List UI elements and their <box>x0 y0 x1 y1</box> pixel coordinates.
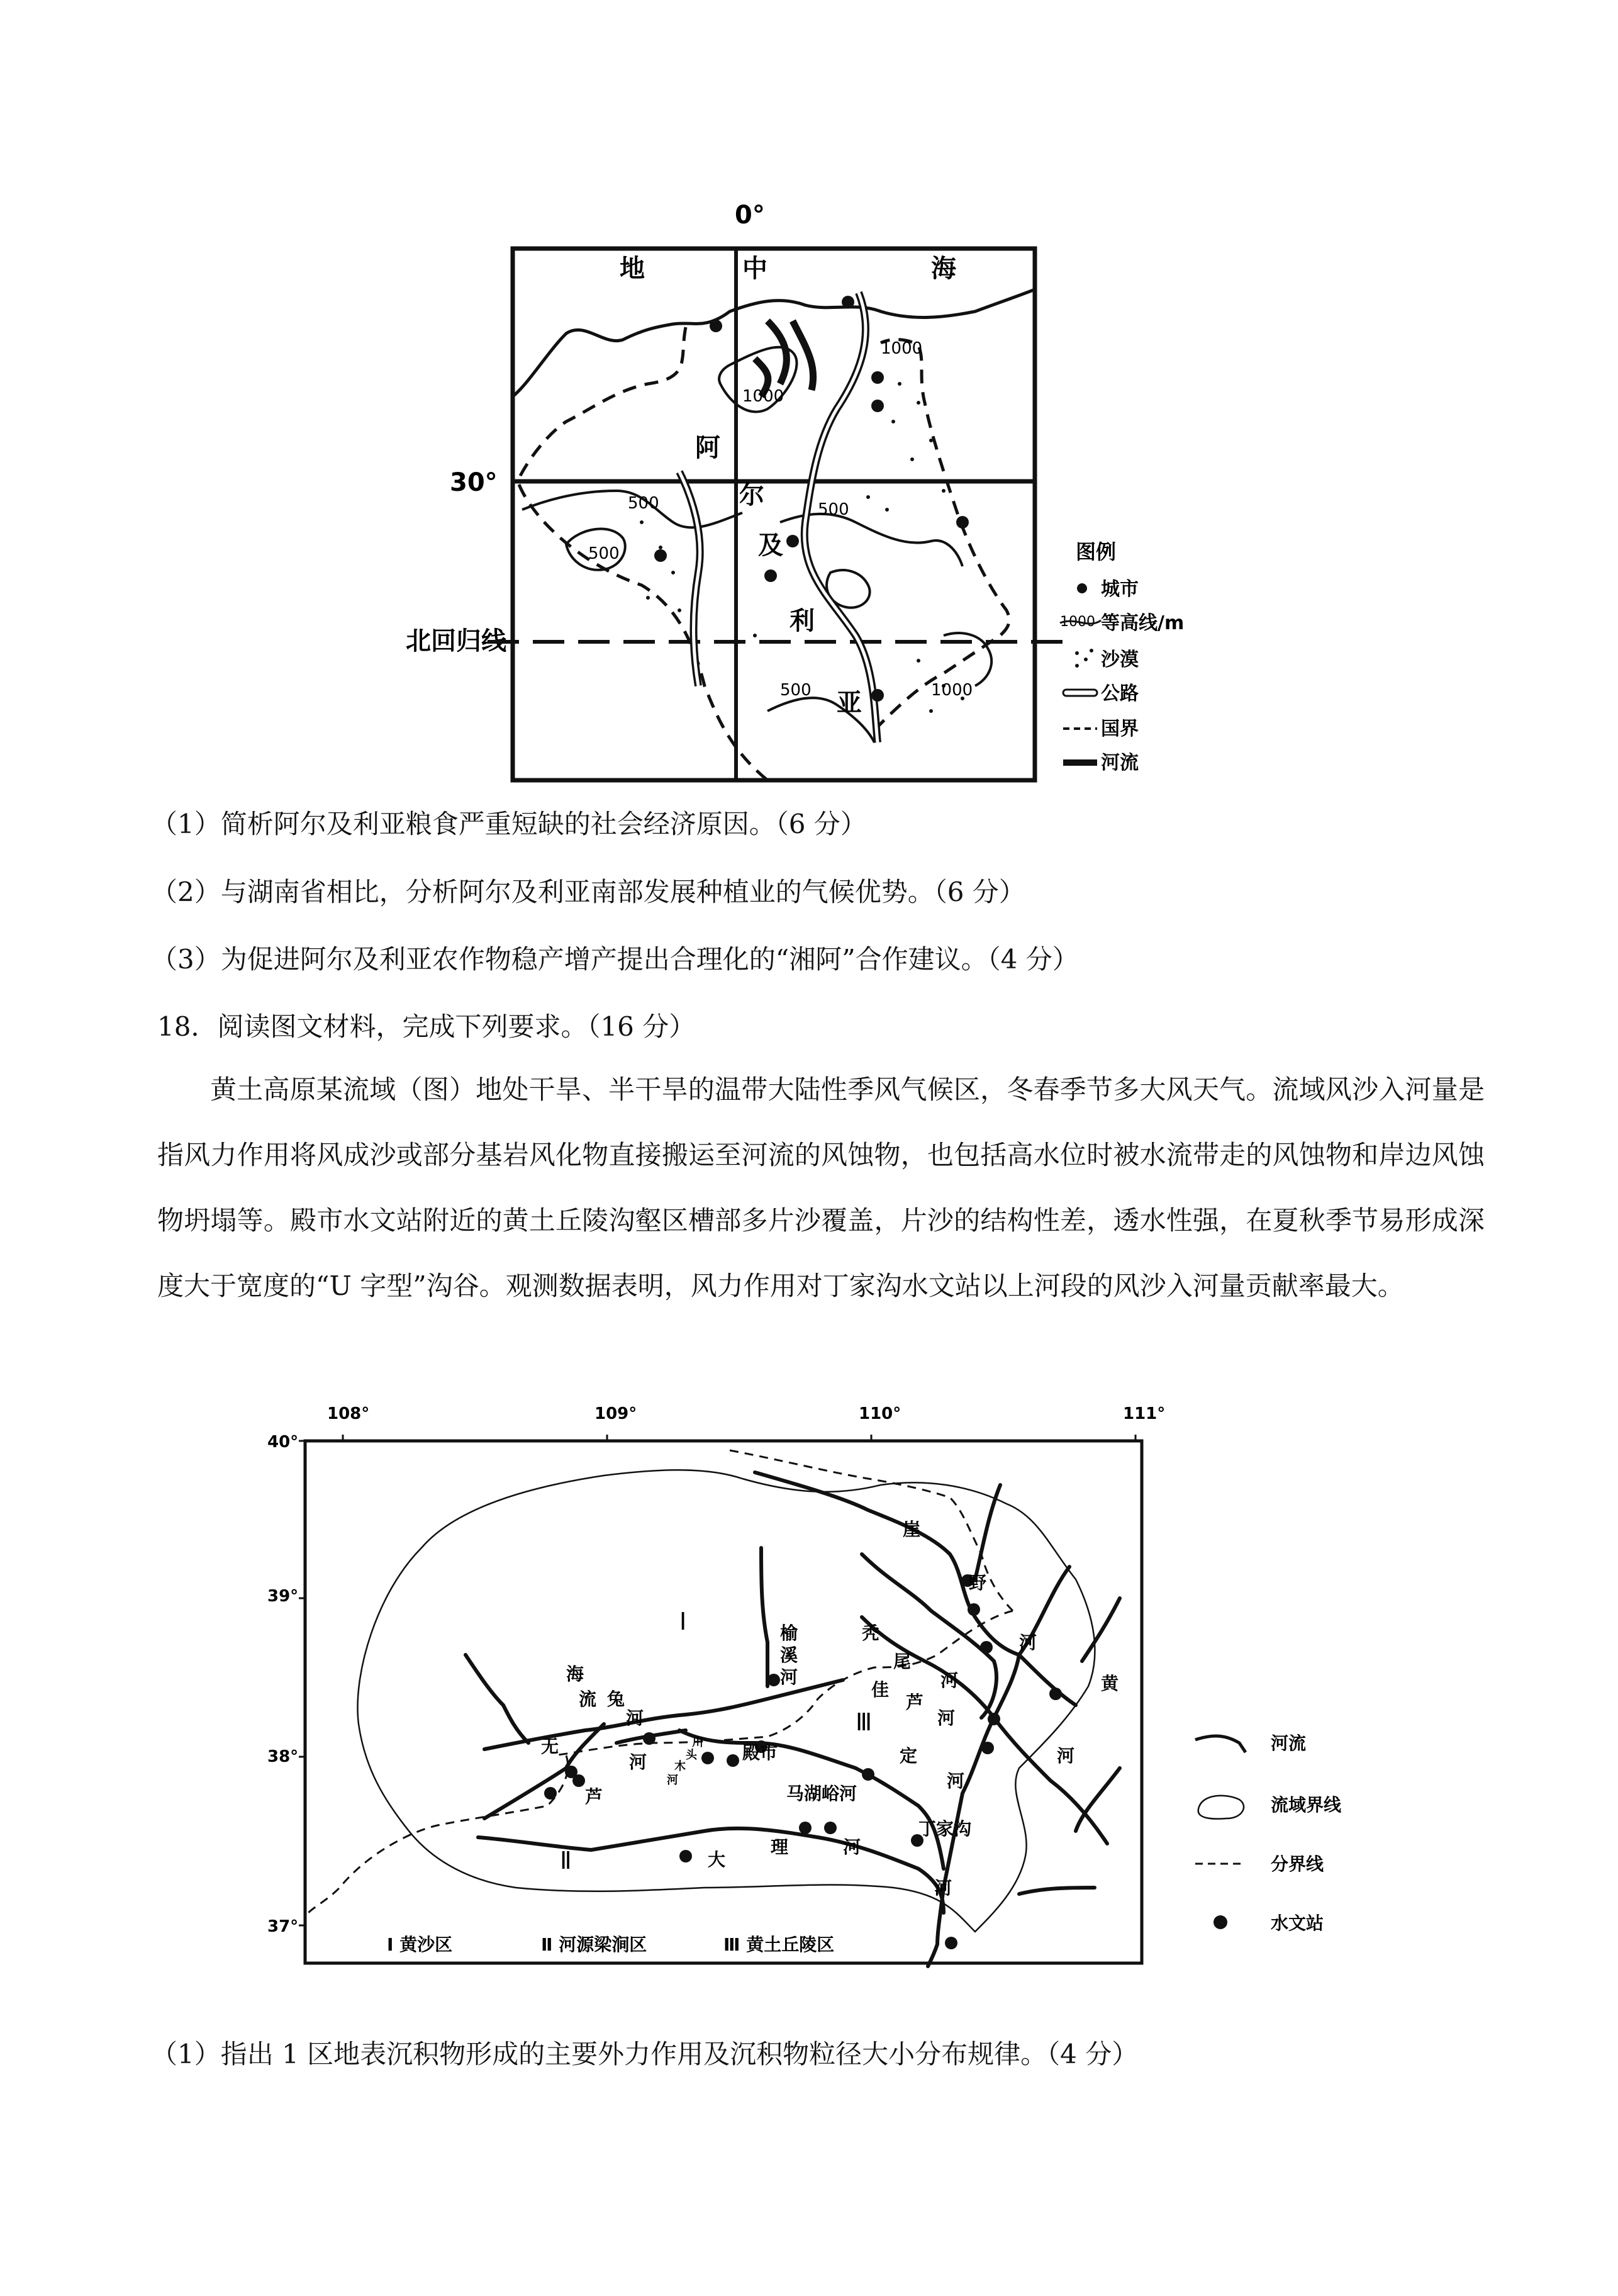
contour-label: 500 <box>588 544 620 563</box>
place-label: 佳 <box>871 1679 890 1700</box>
contour-label: 500 <box>628 494 659 513</box>
latitude-label: 39° <box>267 1587 299 1606</box>
place-label: 马湖峪河 <box>786 1783 857 1804</box>
region-label: Ⅱ <box>560 1847 572 1874</box>
latitude-30-label: 30° <box>450 468 498 497</box>
country-char: 亚 <box>837 688 862 717</box>
rivers <box>466 1472 1120 1966</box>
legend-label: 河流 <box>1101 752 1139 774</box>
place-label: 河 <box>1019 1632 1037 1653</box>
place-label: 河 <box>1057 1745 1075 1766</box>
basin-boundary-icon <box>1198 1796 1244 1819</box>
longitude-label: 108° <box>327 1404 370 1423</box>
place-label: 无 <box>541 1736 559 1757</box>
question-17-2: （2）与湖南省相比，分析阿尔及利亚南部发展种植业的气候优势。（6 分） <box>151 876 1025 907</box>
country-char: 阿 <box>695 434 720 462</box>
country-char: 利 <box>789 607 815 636</box>
legend-label: 等高线/m <box>1101 612 1185 634</box>
river-icon <box>1195 1736 1246 1752</box>
place-label: 河 <box>780 1667 798 1688</box>
desert-dots-icon <box>1075 649 1093 668</box>
map2-legend <box>1195 1733 1342 1934</box>
contour-label: 500 <box>818 500 849 519</box>
contour-label: 1000 <box>931 681 973 700</box>
zone-legend-1: Ⅰ 黄沙区 <box>387 1934 453 1955</box>
place-label: 河 <box>843 1837 861 1857</box>
place-label: 黄 <box>1101 1673 1119 1694</box>
algeria-map <box>377 195 1233 793</box>
region-label: Ⅲ <box>856 1708 873 1736</box>
city-dot-icon <box>1077 583 1087 593</box>
legend-label: 流域界线 <box>1271 1795 1342 1815</box>
contour-label: 1000 <box>742 387 784 406</box>
sea-char: 海 <box>931 254 956 283</box>
place-label: 海 <box>566 1664 584 1684</box>
longitude-label: 109° <box>594 1404 637 1423</box>
place-label: 定 <box>900 1745 918 1766</box>
place-label: 河 <box>940 1670 959 1691</box>
place-label: 秃 <box>862 1623 880 1644</box>
place-label: 理 <box>771 1837 789 1857</box>
place-label: 殿市 <box>742 1742 778 1763</box>
longitude-label: 111° <box>1123 1404 1166 1423</box>
place-label: 大 <box>708 1849 726 1870</box>
road-double-line-icon <box>1063 690 1097 696</box>
place-label: 河 <box>667 1774 678 1787</box>
legend-label: 国界 <box>1101 718 1139 740</box>
legend-label: 城市 <box>1101 578 1139 600</box>
legend-title: 图例 <box>1076 540 1117 564</box>
place-label: 头 <box>686 1749 697 1762</box>
place-label: 河 <box>934 1878 952 1898</box>
latitude-label: 40° <box>267 1433 299 1452</box>
zone-legend-3: Ⅲ 黄土丘陵区 <box>723 1934 835 1955</box>
place-label: 榆 <box>780 1623 798 1644</box>
hydro-station-icon <box>1214 1915 1227 1929</box>
loess-basin-map <box>264 1391 1397 1988</box>
material-paragraph: 黄土高原某流域（图）地处干旱、半干旱的温带大陆性季风气候区，冬春季节多大风天气。流域风沙入河量是指风力作用将风成沙或部分基岩风化物直接搬运至河流的风蚀物，也包括高水位时被水流带走的风蚀物和岸边风蚀物坍塌等。殿市水文站附近的黄土丘陵沟壑区槽部多片沙覆盖，片沙的结构性差，透水性强，在夏秋季节易形成深度大于宽度的“U 字型”沟谷。观测数据表明，风力作用对丁家沟水文站以上河段的风沙入河量贡献率最大。 <box>157 1074 1485 1301</box>
legend-label: 河流 <box>1271 1733 1307 1754</box>
question-17-1: （1）简析阿尔及利亚粮食严重短缺的社会经济原因。（6 分） <box>151 809 867 839</box>
place-label: 川 <box>692 1736 703 1749</box>
longitude-label: 110° <box>859 1404 901 1423</box>
tropic-of-cancer-label: 北回归线 <box>406 627 506 656</box>
place-label: 流 <box>579 1689 597 1710</box>
place-label: 木 <box>674 1760 686 1773</box>
place-label: 芦 <box>585 1786 603 1807</box>
contour-line-icon: 1000 <box>1060 614 1095 630</box>
zone-legend-2: Ⅱ 河源梁涧区 <box>541 1934 647 1955</box>
map1-legend <box>1060 540 1184 774</box>
map2-frame <box>305 1441 1142 1963</box>
place-label: 兔 <box>607 1689 625 1710</box>
river <box>755 321 813 396</box>
place-label: 崖 <box>903 1519 921 1540</box>
country-char: 尔 <box>739 481 764 510</box>
coastline <box>513 289 1035 396</box>
longitude-0-label: 0° <box>735 201 765 230</box>
legend-label: 沙漠 <box>1101 649 1139 671</box>
sea-char: 地 <box>620 254 645 283</box>
latitude-label: 38° <box>267 1747 299 1766</box>
place-label: 野 <box>969 1572 987 1593</box>
legend-label: 公路 <box>1101 683 1139 705</box>
question-17-3: （3）为促进阿尔及利亚农作物稳产增产提出合理化的“湘阿”合作建议。（4 分） <box>151 944 1079 975</box>
legend-label: 分界线 <box>1271 1854 1324 1874</box>
place-label: 芦 <box>906 1692 924 1713</box>
sea-char: 中 <box>742 254 767 283</box>
place-label: 河 <box>947 1771 965 1791</box>
region-label: Ⅰ <box>679 1608 687 1635</box>
place-label: 溪 <box>780 1645 798 1666</box>
contour-label: 500 <box>780 681 812 700</box>
place-label: 丁家沟 <box>918 1818 972 1839</box>
question-18-material <box>157 1057 1485 1319</box>
contour-label: 1000 <box>881 339 923 358</box>
question-18-1: （1）指出 1 区地表沉积物形成的主要外力作用及沉积物粒径大小分布规律。（4 分） <box>151 2039 1139 2069</box>
place-label: 河 <box>937 1708 956 1728</box>
latitude-label: 37° <box>267 1917 299 1936</box>
place-label: 尾 <box>893 1651 912 1672</box>
place-label: 河 <box>629 1752 647 1772</box>
legend-label: 水文站 <box>1271 1913 1324 1934</box>
question-18-title: 18．阅读图文材料，完成下列要求。（16 分） <box>157 1011 696 1042</box>
country-char: 及 <box>758 531 783 560</box>
place-label: 河 <box>626 1708 644 1728</box>
